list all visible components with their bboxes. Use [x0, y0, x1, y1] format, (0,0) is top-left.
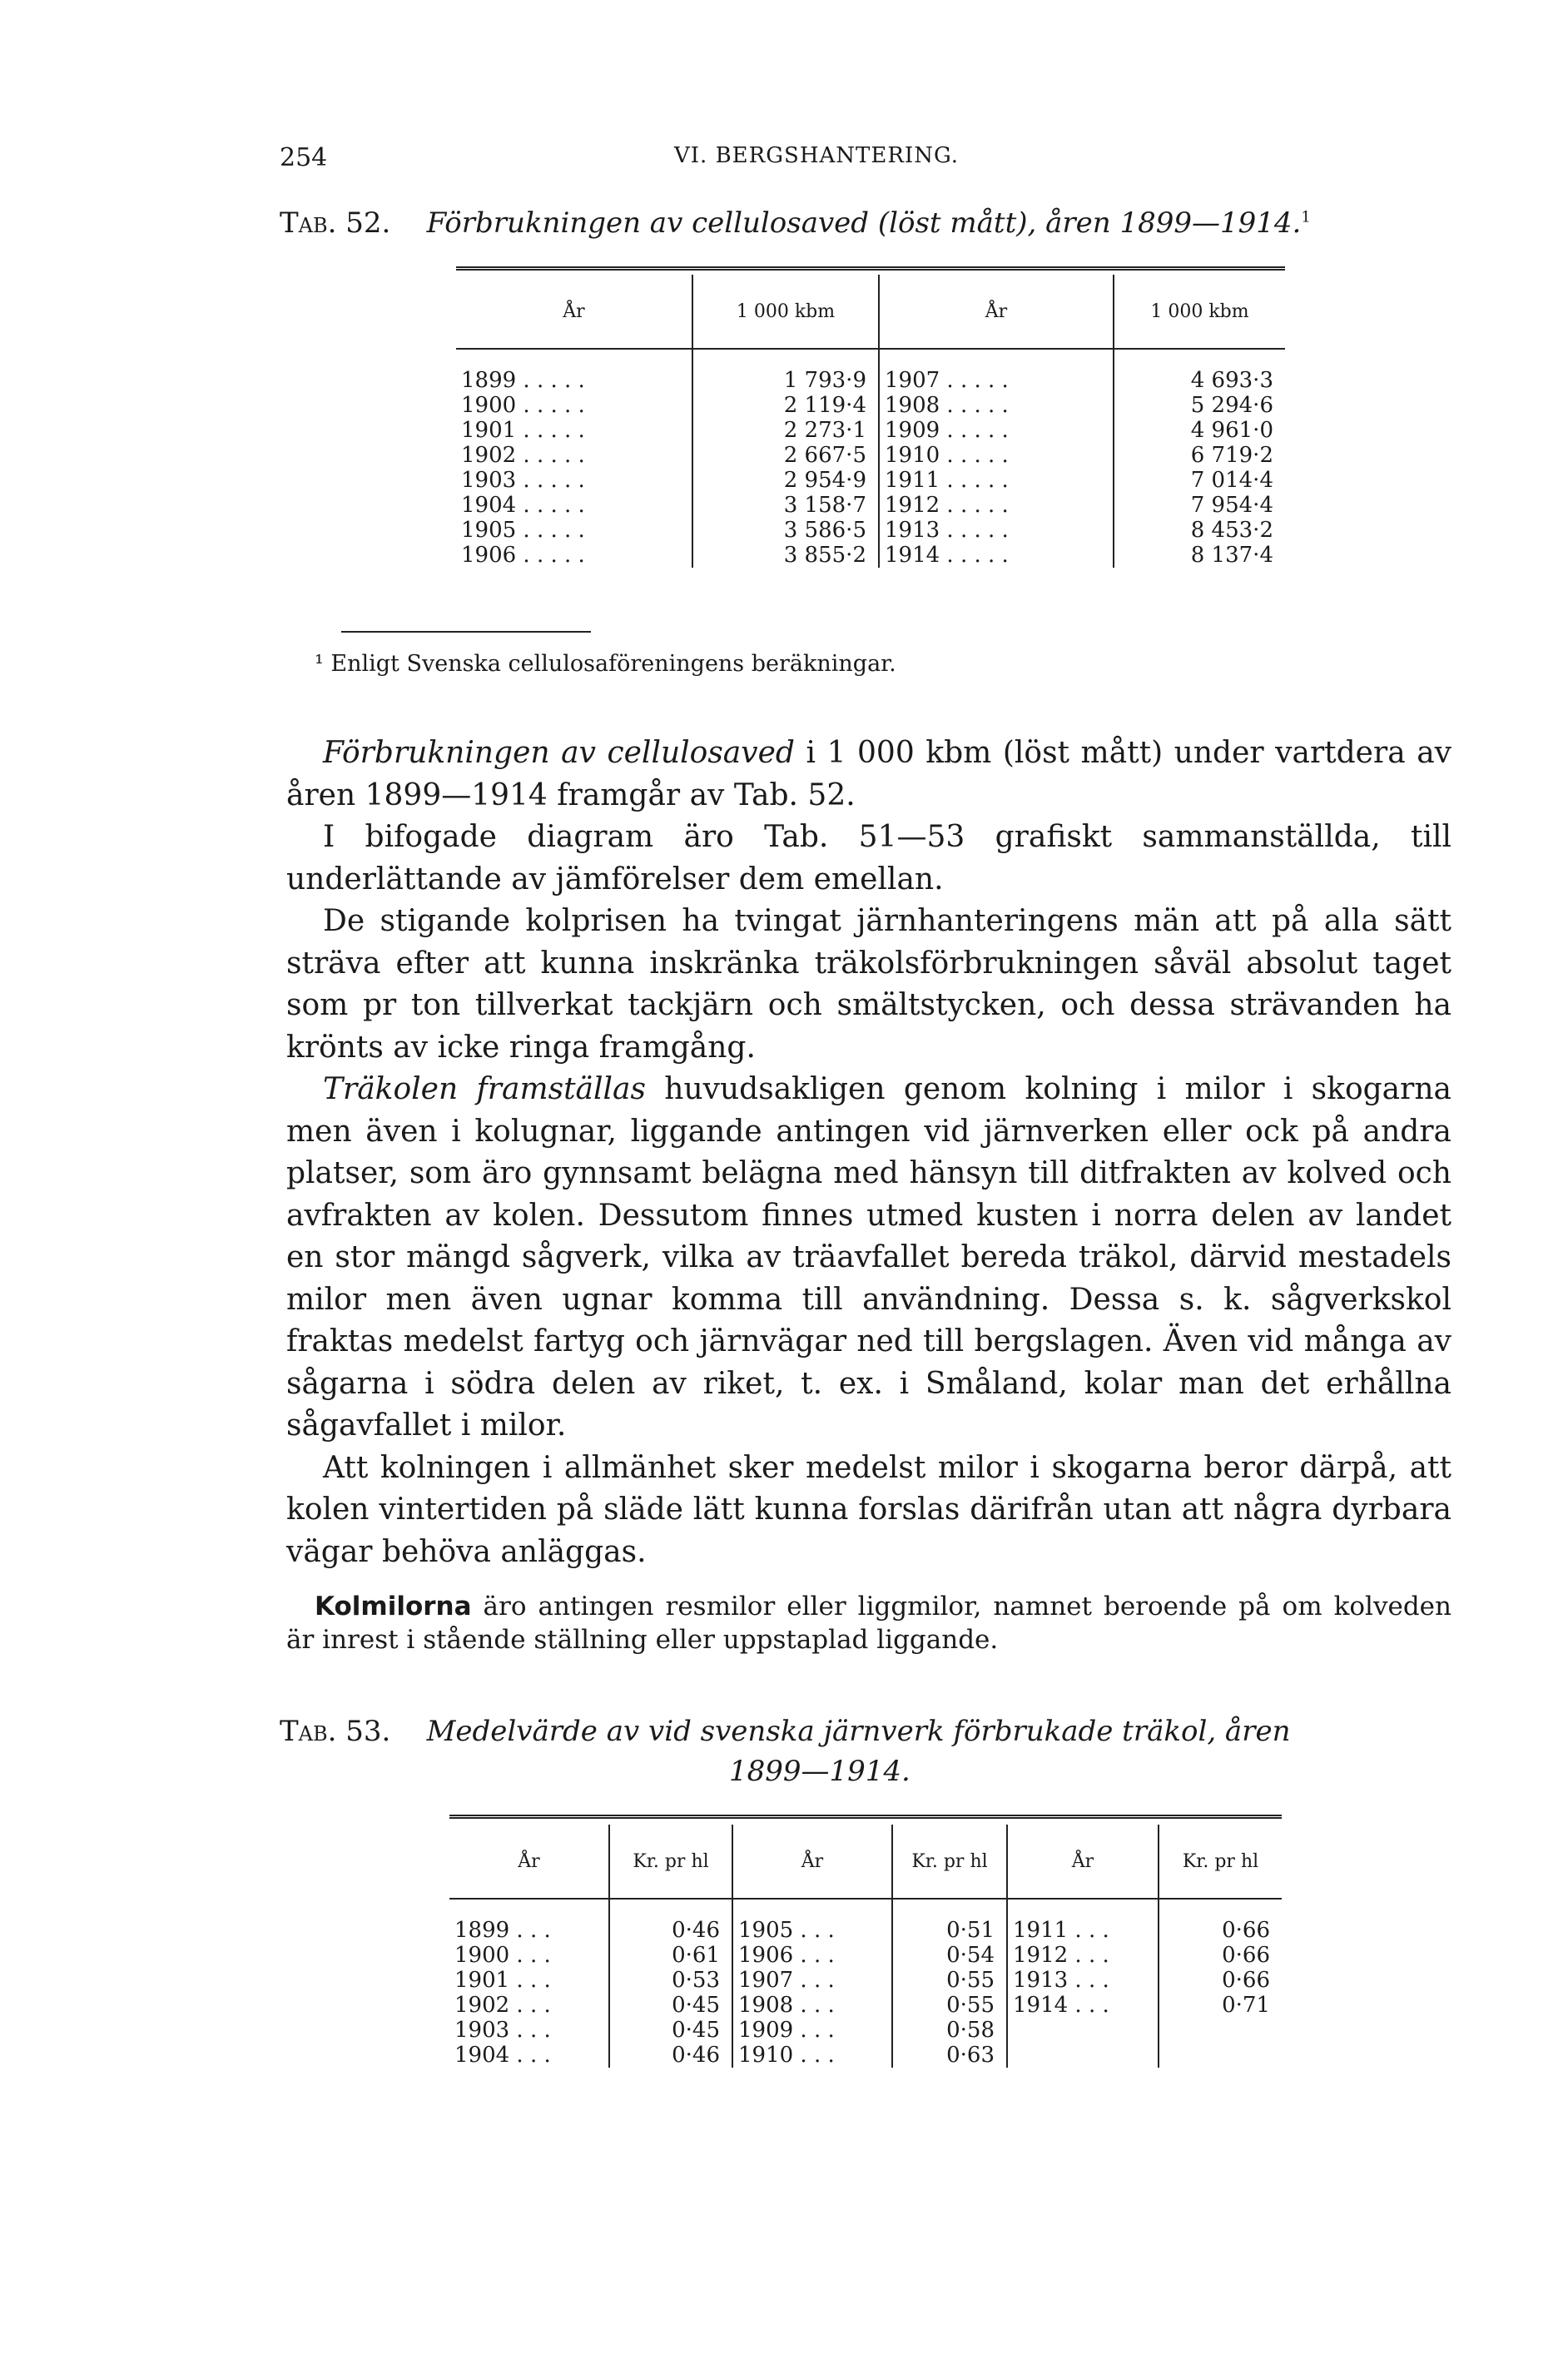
table-row: 1902 . . . 0·45 1908 . . . 0·55 1914 . . . 0·71 [449, 1993, 1282, 2018]
paragraph: Att kolningen i allmänhet sker medelst milor i skogarna beror därpå, att kolen vintertiden på släde lätt kunna forslas därifrån utan att några dyrbara vägar behöva anläggas. [286, 1450, 1451, 1569]
table-row: 1900 . . . 0·61 1906 . . . 0·54 1912 . . . 0·66 [449, 1943, 1282, 1968]
tab52-footnote-mark: 1 [1301, 208, 1311, 226]
paragraph: De stigande kolprisen ha tvingat järnhanteringens män att på alla sätt sträva efter att kunna inskränka träkolsförbrukningen såväl absolut taget som pr ton tillverkat tackjärn och smältstycken, och dessa strävanden ha krönts av icke ringa framgång. [286, 904, 1451, 1065]
table-row: 1904 . . . 3 158·7 1912 . . . 7 954·4 [456, 493, 1285, 518]
tab53-caption [280, 1715, 1290, 1748]
paragraph: Förbrukningen av cellulosaved i 1 000 kbm (löst mått) under vartdera av åren 1899—1914 framgår av Tab. 52. [286, 736, 1451, 812]
tab53-label: Tab. 53. [280, 1715, 391, 1748]
tab53-col-year-3: År [1007, 1825, 1159, 1899]
tab52-footnote: ¹ Enligt Svenska cellulosaföreningens beräkningar. [315, 651, 896, 677]
tab52-col-unit-2: 1 000 kbm [1114, 275, 1285, 349]
tab53-table [449, 1825, 1282, 2068]
table-row: 1902 . . . 2 667·5 1910 . . . 6 719·2 [456, 443, 1285, 468]
table-row: 1899 . . . 1 793·9 1907 . . . 4 693·3 [456, 368, 1285, 393]
table-row: 1903 . . . 2 954·9 1911 . . . 7 014·4 [456, 468, 1285, 493]
table-row: 1905 . . . 3 586·5 1913 . . . 8 453·2 [456, 518, 1285, 543]
tab53-col-year-1: År [449, 1825, 609, 1899]
table-row: 1904 . . . 0·46 1910 . . . 0·63 [449, 2043, 1282, 2068]
page-number: 254 [280, 143, 328, 172]
tab53-col-price-3: Kr. pr hl [1159, 1825, 1282, 1899]
tab52-header-row [456, 275, 1285, 349]
body-text [286, 733, 1451, 1573]
table-row: 1900 . . . 2 119·4 1908 . . . 5 294·6 [456, 393, 1285, 418]
tab52-top-rule [456, 266, 1285, 271]
paragraph: Kolmilorna äro antingen resmilor eller liggmilor, namnet beroende på om kolveden är inrest i stående ställning eller uppstaplad liggande. [286, 1592, 1451, 1655]
tab52-title: Förbrukningen av cellulosaved (löst mått), åren 1899—1914. [426, 206, 1302, 240]
table-row: 1903 . . . 0·45 1909 . . . 0·58 [449, 2018, 1282, 2043]
paragraph: I bifogade diagram äro Tab. 51—53 grafiskt sammanställda, till underlättande av jämförelser dem emellan. [286, 820, 1451, 896]
tab53-col-price-1: Kr. pr hl [609, 1825, 732, 1899]
small-text [286, 1590, 1451, 1656]
tab53-col-year-2: År [732, 1825, 892, 1899]
tab52-caption [280, 206, 1311, 240]
tab52-label: Tab. 52. [280, 206, 391, 240]
tab52-col-unit-1: 1 000 kbm [692, 275, 879, 349]
table-row: 1899 . . . 0·46 1905 . . . 0·51 1911 . . . 0·66 [449, 1918, 1282, 1943]
table-row: 1906 . . . 3 855·2 1914 . . . 8 137·4 [456, 543, 1285, 568]
table-row: 1901 . . . 2 273·1 1909 . . . 4 961·0 [456, 418, 1285, 443]
tab53-header-row [449, 1825, 1282, 1899]
tab52-table [456, 275, 1285, 568]
footnote-rule [341, 631, 591, 633]
chapter-title: VI. BERGSHANTERING. [674, 143, 960, 168]
tab53-title: Medelvärde av vid svenska järnverk förbrukade träkol, åren [426, 1715, 1291, 1748]
paragraph: Träkolen framställas huvudsakligen genom kolning i milor i skogarna men även i kolugnar, liggande antingen vid järnverken eller ock på andra platser, som äro gynnsamt belägna med hänsyn till ditfrakten av kolved och avfrakten av kolen. Dessutom finnes utmed kusten i norra delen av landet en stor mängd sågverk, vilka av träavfallet bereda träkol, därvid mestadels milor men även ugnar komma till användning. Dessa s. k. sågverkskol fraktas medelst fartyg och järnvägar ned till bergslagen. Även vid många av sågarna i södra delen av riket, t. ex. i Småland, kolar man det erhållna sågavfallet i milor. [286, 1072, 1451, 1443]
tab53-title-years: 1899—1914. [729, 1755, 911, 1788]
tab53-col-price-2: Kr. pr hl [892, 1825, 1007, 1899]
tab53-top-rule [449, 1815, 1282, 1819]
table-row: 1901 . . . 0·53 1907 . . . 0·55 1913 . . . 0·66 [449, 1968, 1282, 1993]
tab52-col-year-1: År [456, 275, 692, 349]
tab52-col-year-2: År [879, 275, 1114, 349]
